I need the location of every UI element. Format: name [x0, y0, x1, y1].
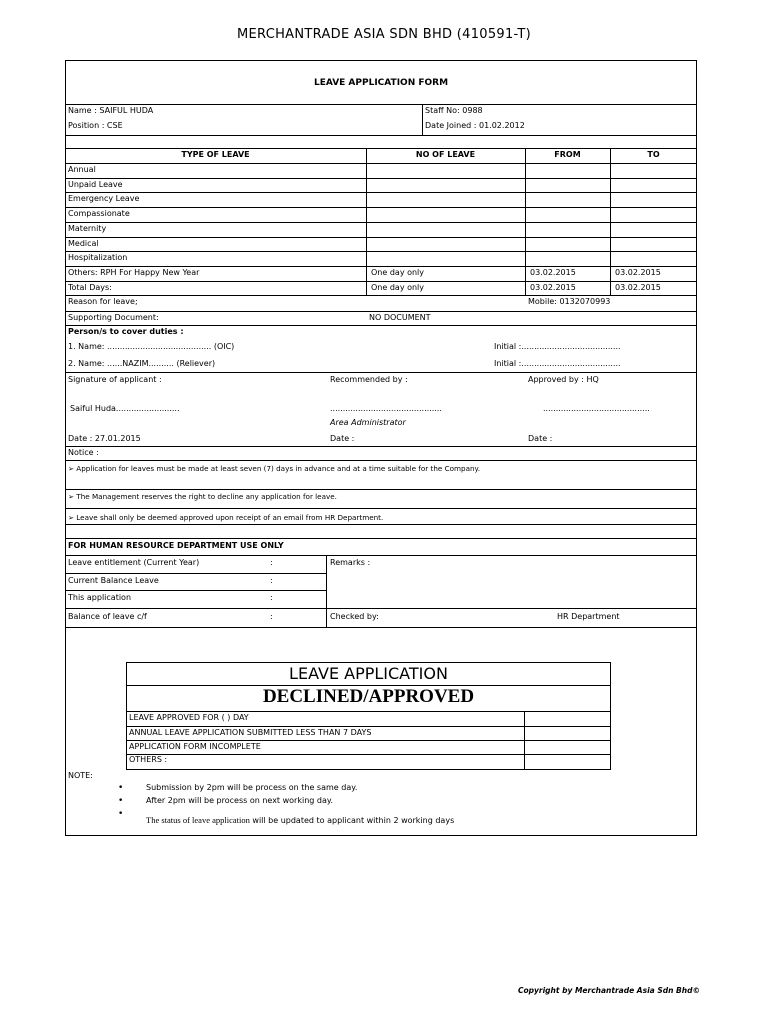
- note-item-text: will be updated to applicant within 2 working days: [249, 816, 455, 825]
- hr-row-label: Current Balance Leave: [68, 576, 159, 585]
- leave-type-cell: Compassionate: [68, 209, 130, 218]
- hr-row-colon: :: [270, 593, 273, 602]
- supporting-document-label: Supporting Document:: [68, 313, 159, 322]
- copyright: Copyright by Merchantrade Asia Sdn Bhd©: [518, 986, 700, 995]
- cover-name-reliever: 2. Name: ......NAZIM.......... (Reliever): [68, 359, 216, 368]
- leave-table-header: TO: [647, 150, 660, 159]
- applicant-name: Name : SAIFUL HUDA: [68, 106, 154, 115]
- leave-type-cell: Medical: [68, 239, 99, 248]
- leave-table-cell: 03.02.2015: [615, 283, 661, 292]
- cover-initial-oic: Initial :.......................................: [494, 342, 621, 351]
- decision-title: LEAVE APPLICATION: [289, 664, 448, 683]
- checked-by-label: Checked by:: [330, 612, 379, 621]
- approved-by-label: Approved by : HQ: [528, 375, 599, 384]
- recommended-signature-line: ............................................: [330, 404, 442, 413]
- applicant-date: Date : 27.01.2015: [68, 434, 141, 443]
- note-label: NOTE:: [68, 771, 93, 780]
- recommended-date: Date :: [330, 434, 355, 443]
- applicant-signature: Saiful Huda.........................: [70, 404, 180, 413]
- hr-section-title: FOR HUMAN RESOURCE DEPARTMENT USE ONLY: [68, 541, 284, 550]
- bullet-icon: •: [118, 783, 124, 793]
- notice-label: Notice :: [68, 448, 99, 457]
- note-item: [146, 808, 454, 827]
- area-administrator-label: Area Administrator: [330, 418, 406, 427]
- leave-table-cell: One day only: [371, 268, 425, 277]
- leave-type-cell: Maternity: [68, 224, 107, 233]
- leave-type-cell: Total Days:: [68, 283, 112, 292]
- bullet-icon: •: [118, 809, 124, 819]
- company-name: MERCHANTRADE ASIA SDN BHD (410591-T): [237, 27, 531, 42]
- hr-row-colon: :: [270, 612, 273, 621]
- leave-table-header: TYPE OF LEAVE: [181, 150, 250, 159]
- decision-subtitle: DECLINED/APPROVED: [262, 686, 475, 707]
- supporting-document-value: NO DOCUMENT: [369, 313, 431, 322]
- hr-row-colon: :: [270, 558, 273, 567]
- leave-table-header: NO OF LEAVE: [415, 150, 476, 159]
- notice-item: ➢ Leave shall only be deemed approved upon receipt of an email from HR Department.: [68, 513, 384, 522]
- leave-table-cell: 03.02.2015: [615, 268, 661, 277]
- note-item: Submission by 2pm will be process on the same day.: [146, 783, 358, 792]
- applicant-position: Position : CSE: [68, 121, 123, 130]
- decision-option: OTHERS :: [129, 755, 168, 764]
- leave-type-cell: Annual: [68, 165, 96, 174]
- note-item-prefix: The status of leave application: [146, 815, 250, 825]
- decision-option: ANNUAL LEAVE APPLICATION SUBMITTED LESS THAN 7 DAYS: [129, 728, 372, 737]
- hr-row-label: Leave entitlement (Current Year): [68, 558, 200, 567]
- leave-table-cell: 03.02.2015: [530, 268, 576, 277]
- cover-initial-reliever: Initial :.......................................: [494, 359, 621, 368]
- reason-label: Reason for leave;: [68, 297, 138, 306]
- leave-type-cell: Unpaid Leave: [68, 180, 123, 189]
- remarks-label: Remarks :: [330, 558, 371, 567]
- staff-number: Staff No: 0988: [425, 106, 483, 115]
- leave-table-cell: One day only: [371, 283, 425, 292]
- approved-date: Date :: [528, 434, 553, 443]
- mobile-number: Mobile: 0132070993: [528, 297, 611, 306]
- approved-signature-line: ..........................................: [543, 404, 650, 413]
- notice-item: ➢ The Management reserves the right to decline any application for leave.: [68, 492, 337, 501]
- notice-item: ➢ Application for leaves must be made at least seven (7) days in advance and at a time suitable for the Company.: [68, 464, 481, 473]
- leave-type-cell: Emergency Leave: [68, 194, 140, 203]
- cover-duties-title: Person/s to cover duties :: [68, 327, 184, 336]
- bullet-icon: •: [118, 796, 124, 806]
- hr-row-label: This application: [68, 593, 132, 602]
- date-joined: Date Joined : 01.02.2012: [425, 121, 525, 130]
- applicant-signature-label: Signature of applicant :: [68, 375, 162, 384]
- leave-table-cell: 03.02.2015: [530, 283, 576, 292]
- leave-type-cell: Others: RPH For Happy New Year: [68, 268, 200, 277]
- decision-option: LEAVE APPROVED FOR ( ) DAY: [129, 713, 249, 722]
- hr-row-colon: :: [270, 576, 273, 585]
- decision-option: APPLICATION FORM INCOMPLETE: [129, 742, 261, 751]
- note-item: After 2pm will be process on next working day.: [146, 796, 334, 805]
- cover-name-oic: 1. Name: ......................................... (OIC): [68, 342, 235, 351]
- recommended-by-label: Recommended by :: [330, 375, 408, 384]
- form-title: LEAVE APPLICATION FORM: [313, 78, 449, 88]
- leave-type-cell: Hospitalization: [68, 253, 128, 262]
- hr-row-label: Balance of leave c/f: [68, 612, 147, 621]
- leave-table-header: FROM: [554, 150, 581, 159]
- hr-department-label: HR Department: [557, 612, 620, 621]
